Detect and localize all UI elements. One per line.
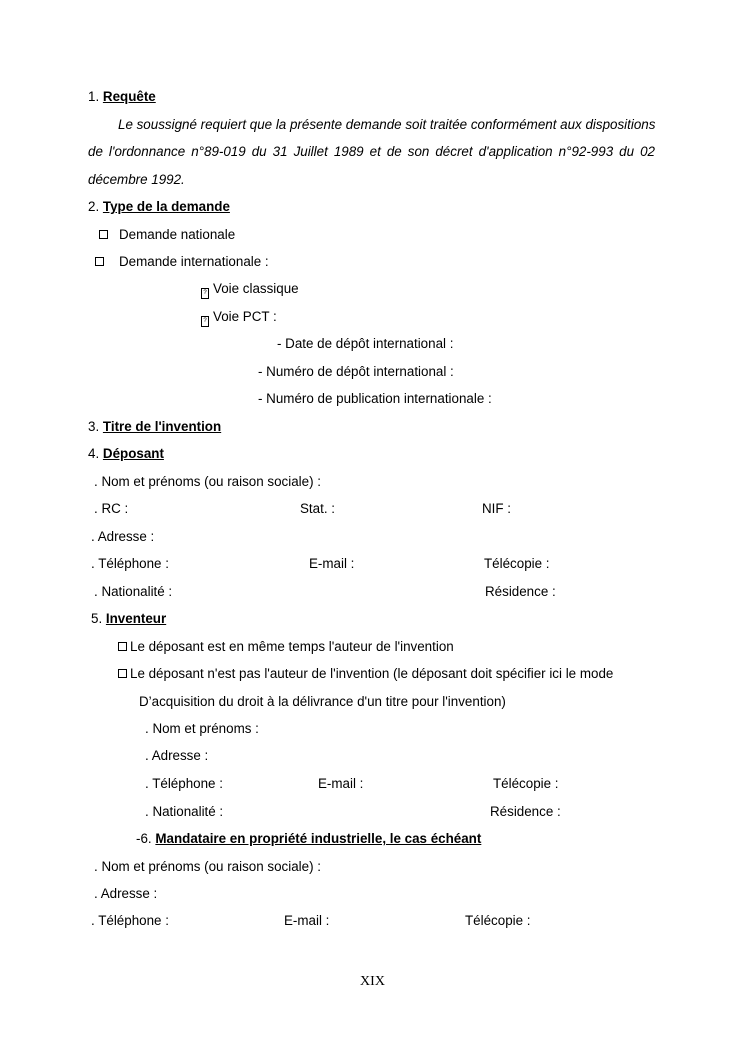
inventeur-option-non-auteur-continued: D’acquisition du droit à la délivrance d'un titre pour l'invention) [139, 694, 506, 709]
section-title: Déposant [102, 446, 164, 461]
demande-internationale-option[interactable] [95, 254, 269, 270]
mandataire-telephone-field: . Téléphone : [91, 913, 169, 928]
page-number: XIX [360, 974, 385, 989]
checkbox-icon[interactable] [118, 669, 127, 678]
section-4-heading [88, 446, 164, 462]
deposant-email-field: E-mail : [309, 556, 355, 571]
deposant-telecopie-field: Télécopie : [484, 556, 550, 571]
inventeur-telephone-field: . Téléphone : [145, 776, 223, 791]
inventeur-residence-field: Résidence : [490, 804, 561, 819]
numero-publication-internationale-field: - Numéro de publication internationale : [258, 391, 492, 406]
section-1-heading [88, 89, 156, 105]
mandataire-adresse-field: . Adresse : [94, 886, 158, 901]
demande-nationale-option[interactable] [99, 227, 235, 243]
deposant-stat-field: Stat. : [300, 501, 335, 516]
inventeur-telecopie-field: Télécopie : [493, 776, 559, 791]
section-number: -6. [136, 831, 152, 846]
numero-depot-international-field: - Numéro de dépôt international : [258, 364, 454, 379]
requete-paragraph-line-2: de l'ordonnance n°89-019 du 31 Juillet 1989 et de son décret d'application n°92-993 du 02 [88, 144, 655, 159]
deposant-rc-field: . RC : [94, 501, 129, 516]
voie-classique-option[interactable] [201, 281, 299, 299]
checkbox-icon[interactable] [99, 230, 108, 239]
section-number: 1. [88, 89, 100, 104]
mandataire-telecopie-field: Télécopie : [465, 913, 531, 928]
deposant-nif-field: NIF : [482, 501, 512, 516]
option-label: Voie classique [213, 281, 299, 296]
deposant-telephone-field: . Téléphone : [91, 556, 169, 571]
section-2-heading [88, 199, 230, 215]
section-number: 2. [88, 199, 100, 214]
checkbox-icon[interactable] [118, 642, 127, 651]
option-label: Voie PCT : [213, 309, 277, 324]
section-title: Type de la demande [102, 199, 230, 214]
section-6-heading [136, 831, 481, 847]
option-label: Demande nationale [119, 227, 236, 242]
section-3-heading [88, 419, 221, 435]
checkbox-icon[interactable] [95, 257, 104, 266]
inventeur-option-non-auteur[interactable] [118, 666, 613, 682]
deposant-nom-field: . Nom et prénoms (ou raison sociale) : [94, 474, 321, 489]
missing-glyph-icon: ? [201, 288, 209, 299]
inventeur-option-auteur[interactable] [118, 639, 454, 655]
section-5-heading [91, 611, 166, 627]
inventeur-email-field: E-mail : [318, 776, 364, 791]
requete-paragraph-line-1: Le soussigné requiert que la présente demande soit traitée conformément aux dispositions [118, 117, 656, 132]
option-label: Le déposant n'est pas l'auteur de l'invention (le déposant doit spécifier ici le mode [130, 666, 614, 681]
missing-glyph-icon: ? [201, 316, 209, 327]
section-title: Titre de l'invention [102, 419, 222, 434]
inventeur-nationalite-field: . Nationalité : [145, 804, 224, 819]
inventeur-nom-field: . Nom et prénoms : [145, 721, 259, 736]
inventeur-adresse-field: . Adresse : [145, 748, 209, 763]
section-title: Inventeur [105, 611, 167, 626]
deposant-adresse-field: . Adresse : [91, 529, 155, 544]
voie-pct-option[interactable] [201, 309, 277, 327]
mandataire-email-field: E-mail : [284, 913, 330, 928]
section-title: Requête [102, 89, 156, 104]
section-number: 5. [91, 611, 103, 626]
section-number: 4. [88, 446, 100, 461]
mandataire-nom-field: . Nom et prénoms (ou raison sociale) : [94, 859, 321, 874]
deposant-nationalite-field: . Nationalité : [94, 584, 173, 599]
requete-paragraph-line-3: décembre 1992. [88, 172, 185, 187]
date-depot-international-field: - Date de dépôt international : [277, 336, 454, 351]
section-number: 3. [88, 419, 100, 434]
deposant-residence-field: Résidence : [485, 584, 556, 599]
option-label: Demande internationale : [119, 254, 269, 269]
section-title: Mandataire en propriété industrielle, le cas échéant [155, 831, 482, 846]
option-label: Le déposant est en même temps l'auteur de l'invention [130, 639, 454, 654]
